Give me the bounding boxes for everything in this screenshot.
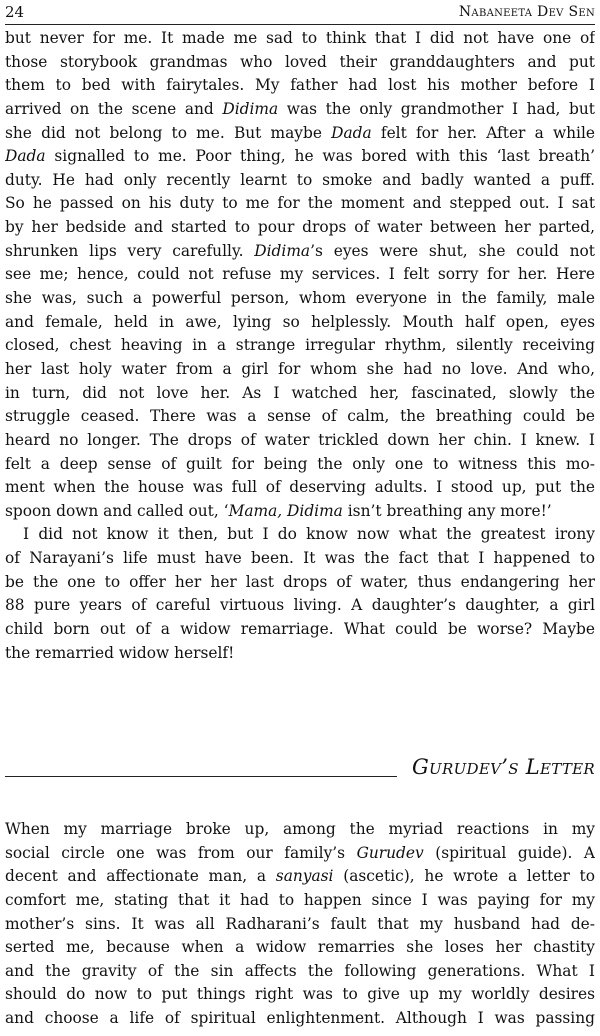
text-line: them to bed with fairytales. My father had lost his mother before I [5,76,595,95]
text-line: spoon down and called out, ‘Mama, Didima isn’t breathing any more!’ [5,501,552,520]
text-line: and female, held in awe, lying so helplessly. Mouth half open, eyes [5,312,595,331]
section-body-text [5,818,595,1031]
page-header [5,2,595,25]
text-line: social circle one was from our family’s Gurudev (spiritual guide). A [5,843,595,862]
section-title: Gurudev’s Letter [411,755,595,779]
text-line: see me; hence, could not refuse my services. I felt sorry for her. Here [5,265,595,284]
running-head: Nabaneeta Dev Sen [458,4,595,20]
text-line: of Narayani’s life must have been. It was the fact that I happened to [5,549,595,568]
text-line: heard no longer. The drops of water trickled down her chin. I knew. I [5,430,595,449]
text-line: struggle ceased. There was a sense of calm, the breathing could be [5,407,595,426]
section-heading [5,752,595,782]
text-line: shrunken lips very carefully. Didima’s eyes were shut, she could not [5,241,595,260]
text-line: by her bedside and started to pour drops of water between her parted, [5,218,595,237]
text-line: her last holy water from a girl for whom she had no love. And who, [5,359,595,378]
text-line: mother’s sins. It was all Radharani’s fault that my husband had de- [5,914,595,933]
section-rule [5,776,397,777]
text-line: ment when the house was full of deserving adults. I stood up, put the [5,478,595,497]
text-line: child born out of a widow remarriage. What could be worse? Maybe [5,620,595,639]
text-line: felt a deep sense of guilt for being the only one to witness this mo- [5,454,595,473]
page-number: 24 [5,3,25,21]
text-line: I did not know it then, but I do know now what the greatest irony [23,525,595,544]
text-line: duty. He had only recently learnt to smoke and badly wanted a puff. [5,170,595,189]
text-line: and choose a life of spiritual enlightenment. Although I was passing [5,1009,595,1028]
text-line: those storybook grandmas who loved their granddaughters and put [5,52,595,71]
text-line: and the gravity of the sin affects the following generations. What I [5,961,595,980]
text-line: comfort me, stating that it had to happen since I was paying for my [5,890,595,909]
text-line: 88 pure years of careful virtuous living. A daughter’s daughter, a girl [5,596,595,615]
text-line: arrived on the scene and Didima was the only grandmother I had, but [5,99,595,118]
text-line: closed, chest heaving in a strange irregular rhythm, silently receiving [5,336,595,355]
body-text [5,27,595,665]
text-line: she was, such a powerful person, whom everyone in the family, male [5,289,595,308]
text-line: decent and affectionate man, a sanyasi (ascetic), he wrote a letter to [5,867,595,886]
text-line: When my marriage broke up, among the myriad reactions in my [5,820,595,838]
text-line: be the one to offer her her last drops of water, thus endangering her [5,572,595,591]
text-line: Dada signalled to me. Poor thing, he was bored with this ‘last breath’ [5,147,595,166]
text-line: in turn, did not love her. As I watched her, fascinated, slowly the [5,383,595,402]
text-line: serted me, because when a widow remarries she loses her chastity [5,938,595,957]
text-line: So he passed on his duty to me for the moment and stepped out. I sat [5,194,595,213]
text-line: should do now to put things right was to give up my worldly desires [5,985,595,1004]
text-line: she did not belong to me. But maybe Dada felt for her. After a while [5,123,595,142]
text-line: but never for me. It made me sad to think that I did not have one of [5,29,595,47]
text-line: the remarried widow herself! [5,643,235,662]
